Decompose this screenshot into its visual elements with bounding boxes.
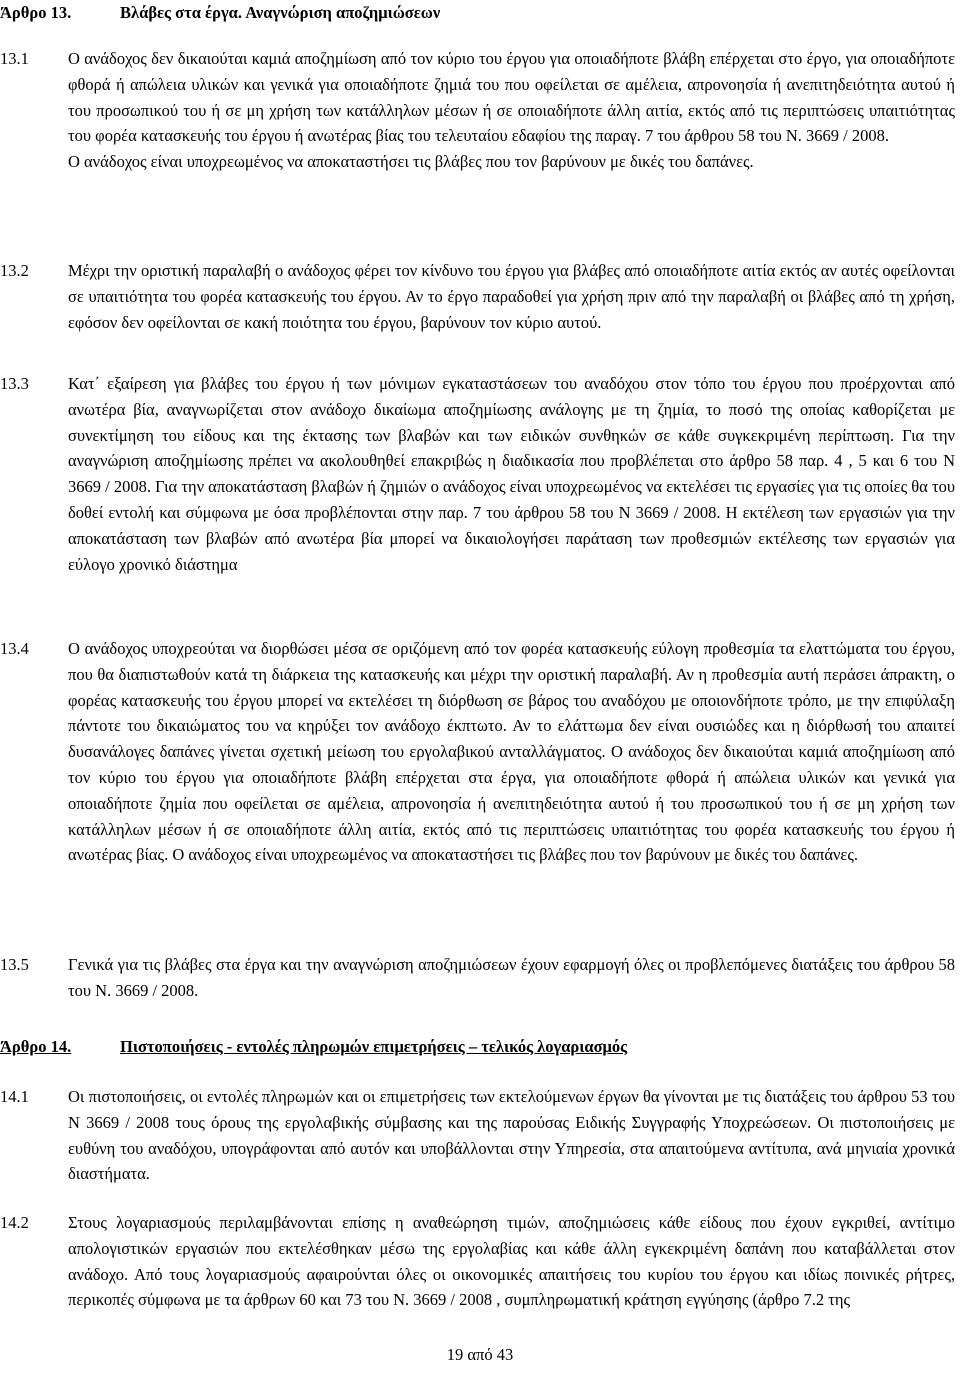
article-14-title: Πιστοποιήσεις - εντολές πληρωμών επιμετρήσεις – τελικός λογαριασμός <box>120 1037 628 1056</box>
clause-number: 13.4 <box>0 639 29 658</box>
clause-number: 13.2 <box>0 261 29 280</box>
article-14-heading <box>0 1037 627 1057</box>
clause-paragraph: Ο ανάδοχος είναι υποχρεωμένος να αποκαταστήσει τις βλάβες που τον βαρύνουν με δικές του δαπάνες. <box>68 152 754 172</box>
article-13-title: Βλάβες στα έργα. Αναγνώριση αποζημιώσεων <box>120 3 441 22</box>
clause-paragraph: Μέχρι την οριστική παραλαβή ο ανάδοχος φέρει τον κίνδυνο του έργου για βλάβες από οποιαδήποτε αιτία εκτός αν αυτές οφείλονται σε υπαιτιότητα του φορέα κατασκευής του έργου. Αν το έργο παραδοθεί για χρήση πριν από την παραλαβή οι βλάβες από τη χρήση, εφόσον δεν οφείλονται σε κακή ποιότητα του έργου, βαρύνουν τον κύριο αυτού. <box>68 261 955 332</box>
clause-paragraph: Ο ανάδοχος δεν δικαιούται καμιά αποζημίωση από τον κύριο του έργου για οποιαδήποτε βλάβη επέρχεται στο έργο, για οποιαδήποτε φθορά ή απώλεια υλικών και γενικά για οποιαδήποτε ζημιά του που οφείλεται σε αμέλεια, απρονοησία ή ανεπιτηδειότητα αυτού ή του προσωπικού του ή σε μη χρήση των κατάλληλων μέσων ή σε οποιαδήποτε άλλη αιτία, εκτός από τις περιπτώσεις υπαιτιότητας του φορέα κατασκευής του έργου ή ανωτέρας βίας του τελευταίου εδαφίου της παραγ. 7 του άρθρου 58 του Ν. 3669 / 2008. <box>68 49 955 146</box>
clause-number: 13.3 <box>0 374 29 393</box>
clause-paragraph: Γενικά για τις βλάβες στα έργα και την αναγνώριση αποζημιώσεων έχουν εφαρμογή όλες οι προβλεπόμενες διατάξεις του άρθρου 58 του Ν. 3669 / 2008. <box>68 955 955 1000</box>
clause-number: 14.1 <box>0 1087 29 1106</box>
clause-number: 13.1 <box>0 49 29 68</box>
clause-paragraph: Στους λογαριασμούς περιλαμβάνονται επίσης η αναθεώρηση τιμών, αποζημιώσεις κάθε είδους που έχουν εγκριθεί, αντίτιμο απολογιστικών εργασιών που εκτελέσθηκαν μέσω της εργολαβίας και κάθε άλλη εγκεκριμένη δαπάνη που καταβάλλεται στον ανάδοχο. Από τους λογαριασμούς αφαιρούνται όλες οι οικονομικές απαιτήσεις του κυρίου του έργου και ιδίως ποινικές ρήτρες, περικοπές σύμφωνα με τα άρθρων 60 και 73 του Ν. 3669 / 2008 , συμπληρωματική κράτηση εγγύησης (άρθρο 7.2 της <box>68 1213 955 1310</box>
article-14-number: Άρθρο 14. <box>0 1037 72 1056</box>
article-13-heading <box>0 3 440 23</box>
article-13-number: Άρθρο 13. <box>0 3 72 22</box>
clause-number: 13.5 <box>0 955 29 974</box>
page-number: 19 από 43 <box>446 1345 514 1364</box>
clause-number: 14.2 <box>0 1213 29 1232</box>
clause-paragraph: Κατ΄ εξαίρεση για βλάβες του έργου ή των μόνιμων εγκαταστάσεων του αναδόχου στον τόπο του έργου που προέρχονται από ανωτέρα βία, αναγνωρίζεται στον ανάδοχο δικαίωμα αποζημίωσης ανάλογης με τη ζημία, το ποσό της οποίας καθορίζεται με συνεκτίμηση του είδους και της έκτασης των βλαβών και των ειδικών συνθηκών σε κάθε συγκεκριμένη περίπτωση. Για την αναγνώριση αποζημίωσης πρέπει να ακολουθηθεί επακριβώς η διαδικασία που προβλέπεται στο άρθρο 58 παρ. 4 , 5 και 6 του Ν 3669 / 2008. Για την αποκατάσταση βλαβών ή ζημιών ο ανάδοχος είναι υποχρεωμένος να εκτελέσει τις εργασίες για τις οποίες θα του δοθεί εντολή και σύμφωνα με όσα προβλέπονται στην παρ. 7 του άρθρου 58 του Ν 3669 / 2008. Η εκτέλεση των εργασιών για την αποκατάσταση των βλαβών από ανωτέρα βία μπορεί να δικαιολογήσει παράταση των προθεσμιών εκτέλεσης των εργασιών για εύλογο χρονικό διάστημα <box>68 374 955 574</box>
clause-paragraph: Οι πιστοποιήσεις, οι εντολές πληρωμών και οι επιμετρήσεις των εκτελούμενων έργων θα γίνονται με τις διατάξεις του άρθρου 53 του Ν 3669 / 2008 τους όρους της εργολαβικής σύμβασης και της παρούσας Ειδικής Συγγραφής Υποχρεώσεων. Οι πιστοποιήσεις με ευθύνη του αναδόχου, υπογράφονται από αυτόν και υποβάλλονται στην Υπηρεσία, στα απαιτούμενα αντίτυπα, ανά μηνιαία χρονικά διαστήματα. <box>68 1087 955 1184</box>
clause-paragraph: Ο ανάδοχος υποχρεούται να διορθώσει μέσα σε οριζόμενη από τον φορέα κατασκευής εύλογη προθεσμία τα ελαττώματα του έργου, που θα διαπιστωθούν κατά τη διάρκεια της κατασκευής και μέχρι την οριστική παραλαβή. Αν η προθεσμία αυτή περάσει άπρακτη, ο φορέας κατασκευής του έργου μπορεί να εκτελέσει τη διόρθωση σε βάρος του αναδόχου με οποιονδήποτε τρόπο, με την επιφύλαξη πάντοτε του δικαιώματος του να κηρύξει τον ανάδοχο έκπτωτο. Αν το ελάττωμα δεν είναι ουσιώδες και η διόρθωσή του απαιτεί δυσανάλογες δαπάνες γίνεται σχετική μείωση του εργολαβικού ανταλλάγματος. Ο ανάδοχος δεν δικαιούται καμιά αποζημίωση από τον κύριο του έργου για οποιαδήποτε βλάβη επέρχεται στα έργα, για οποιαδήποτε φθορά ή απώλεια υλικών και γενικά για οποιαδήποτε ζημία που οφείλεται σε αμέλεια, απρονοησία ή ανεπιτηδειότητα αυτού ή του προσωπικού του ή σε μη χρήση των κατάλληλων μέσων ή σε οποιαδήποτε άλλη αιτία, εκτός από τις περιπτώσεις υπαιτιότητας του φορέα κατασκευής του έργου ή ανωτέρας βίας. Ο ανάδοχος είναι υποχρεωμένος να αποκαταστήσει τις βλάβες που τον βαρύνουν με δικές του δαπάνες. <box>68 639 955 865</box>
